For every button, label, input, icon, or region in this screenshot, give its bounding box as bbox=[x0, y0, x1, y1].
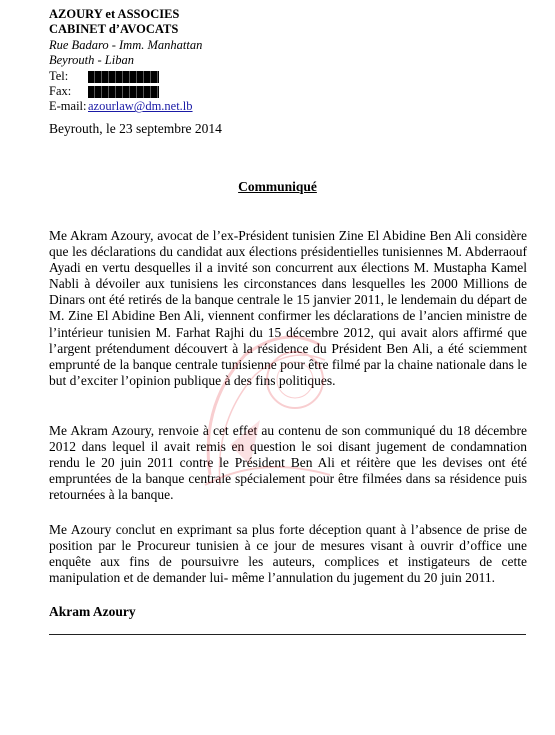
address-street: Rue Badaro - Imm. Manhattan bbox=[49, 37, 203, 52]
firm-name: AZOURY et ASSOCIES bbox=[49, 7, 180, 21]
footer-rule bbox=[49, 634, 526, 635]
date-line: Beyrouth, le 23 septembre 2014 bbox=[49, 121, 222, 136]
paragraph-2: Me Akram Azoury, renvoie à cet effet au contenu de son communiqué du 18 décembre 2012 dans lequel il avait remis en question le soi disant jugement de condamnation rendu le 20 juin 2011 contre le Président Ben Ali et réitère que les devises ont été empruntées de la banque centrale spécialement pour être filmées dans sa résidence puis retournées à la banque. bbox=[49, 423, 527, 503]
paragraph-3: Me Azoury conclut en exprimant sa plus forte déception quant à l’absence de prise de position par le Procureur tunisien à ce jour de mesures visant à ouvrir d’office une enquête aux fins de poursuivre les auteurs, complices et instigateurs de cette manipulation et de demander lui- même l’annulation du jugement du 20 juin 2011. bbox=[49, 522, 527, 586]
paragraph-1: Me Akram Azoury, avocat de l’ex-Président tunisien Zine El Abidine Ben Ali considère que les déclarations du candidat aux élections présidentielles tunisiennes M. Abderraouf Ayadi en vertu desquelles il a invité son concurrent aux élections M. Mustapha Kamel Nabli à dévoiler aux tunisiens les circonstances dans lesquelles les 2000 Millions de Dinars ont été retirés de la banque centrale le 15 janvier 2011, le lendemain du départ de M. Zine El Abidine Ben Ali, viennent confirmer les déclarations de l’ancien ministre de l’intérieur tunisien M. Farhat Rajhi du 15 décembre 2012, qui avait alors affirmé que l’argent prétendument découvert à la résidence du Président Ben Ali, a été sciemment emprunté de la banque centrale tunisienne pour être filmé par la chaine nationale dans le but d’exciter l’opinion publique à des fins politiques. bbox=[49, 228, 527, 388]
email-row bbox=[49, 99, 202, 114]
fax-row bbox=[49, 84, 202, 99]
firm-type: CABINET d’AVOCATS bbox=[49, 22, 179, 37]
redacted-fax-number bbox=[88, 86, 159, 98]
fax-label: Fax: bbox=[49, 84, 72, 99]
email-label: E-mail: bbox=[49, 99, 87, 114]
tel-row bbox=[49, 69, 202, 84]
email-link[interactable]: azourlaw@dm.net.lb bbox=[88, 99, 193, 114]
redacted-tel-number bbox=[88, 71, 159, 83]
address-city: Beyrouth - Liban bbox=[49, 53, 134, 68]
signature: Akram Azoury bbox=[49, 604, 136, 619]
tel-label: Tel: bbox=[49, 68, 69, 83]
letterhead bbox=[49, 7, 202, 115]
document-heading: Communiqué bbox=[238, 179, 317, 194]
